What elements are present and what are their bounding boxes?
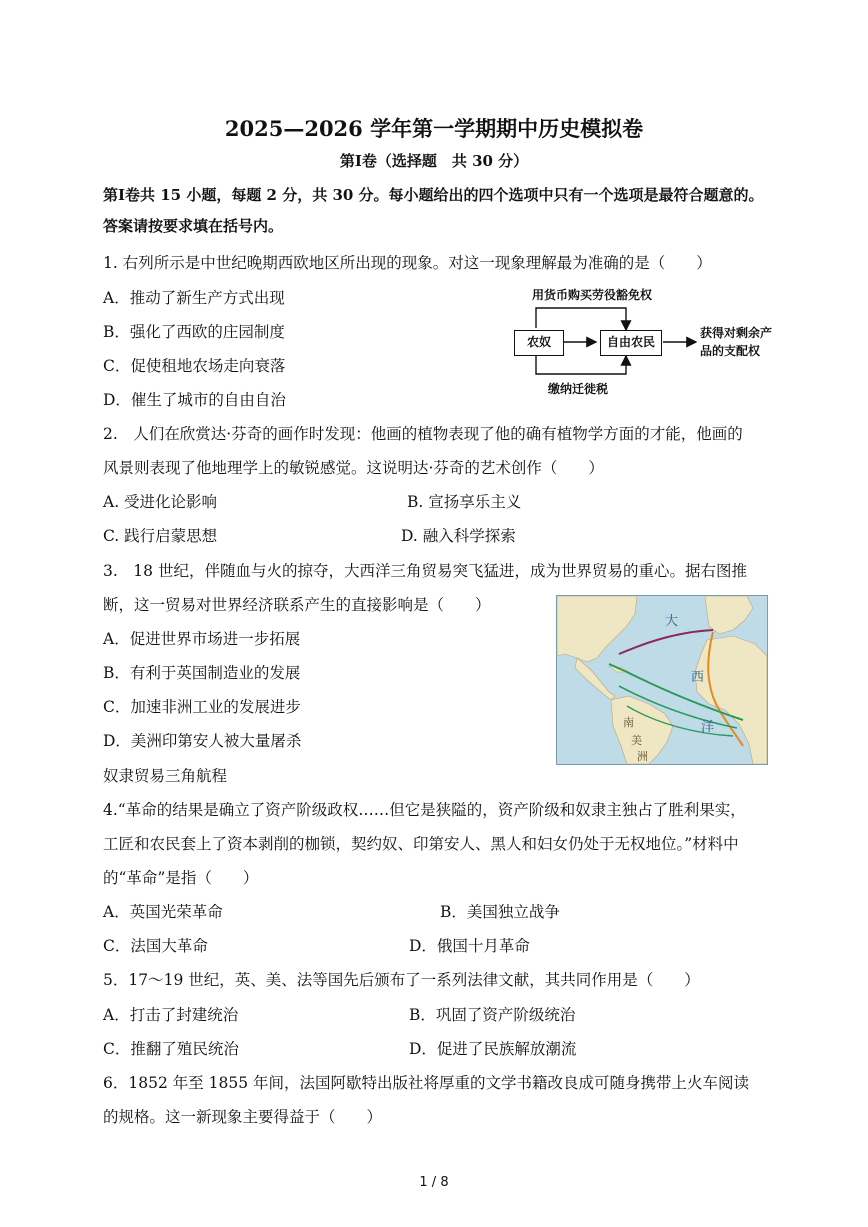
q4-option-c: C．法国大革命 [103, 937, 208, 955]
q3-triangle-trade-map [556, 595, 768, 765]
q1-option-c: C．促使租地农场走向衰落 [103, 357, 286, 375]
section-subtitle: 第Ⅰ卷（选择题 共 30 分） [339, 152, 529, 170]
q1-diagram-top-label: 用货币购买劳役豁免权 [532, 288, 653, 302]
intro-line-2: 答案请按要求填在括号内。 [103, 217, 284, 235]
q1-diagram-bottom-label: 缴纳迁徙税 [548, 382, 609, 396]
q2-option-a: A. 受进化论影响 [103, 493, 218, 511]
intro-line-1: 第Ⅰ卷共 15 小题，每题 2 分，共 30 分。每小题给出的四个选项中只有一个选项是最符合题意的。 [103, 186, 764, 204]
q1-diagram-result-1: 获得对剩余产 [700, 326, 773, 340]
q3-stem-line-2: 断，这一贸易对世界经济联系产生的直接影响是（ ） [103, 596, 491, 614]
q3-stem-line-1: 3. 18 世纪，伴随血与火的掠夺，大西洋三角贸易突飞猛进，成为世界贸易的重心。据右图推 [103, 562, 747, 580]
q3-map-label-4: 南 [623, 716, 634, 729]
q3-map-label-5: 美 [631, 734, 642, 747]
q3-option-a: A．促进世界市场进一步拓展 [103, 630, 301, 648]
q2-stem-line-2: 风景则表现了他地理学上的敏锐感觉。这说明达·芬奇的艺术创作（ ） [103, 459, 604, 477]
q2-option-c: C. 践行启蒙思想 [103, 527, 218, 545]
q4-option-b: B．美国独立战争 [440, 903, 560, 921]
q4-stem-line-3: 的“革命”是指（ ） [103, 869, 259, 887]
q3-map-label-2: 西 [691, 670, 705, 685]
q4-stem-line-2: 工匠和农民套上了资本剥削的枷锁，契约奴、印第安人、黑人和妇女仍处于无权地位。”材料中 [103, 835, 739, 853]
q3-map-label-3: 洋 [701, 720, 715, 735]
q3-caption: 奴隶贸易三角航程 [103, 767, 228, 785]
q1-stem: 1. 右列所示是中世纪晚期西欧地区所出现的现象。对这一现象理解最为准确的是（ ） [103, 254, 712, 272]
q3-map-graphic [557, 596, 767, 764]
q4-option-a: A．英国光荣革命 [103, 903, 223, 921]
q1-diagram [508, 282, 798, 407]
q5-option-d: D．促进了民族解放潮流 [409, 1040, 577, 1058]
q1-diagram-result-2: 品的支配权 [700, 344, 761, 358]
q1-diagram-box-serf: 农奴 [514, 330, 564, 356]
q6-stem-line-2: 的规格。这一新现象主要得益于（ ） [103, 1108, 383, 1126]
q1-option-b: B．强化了西欧的庄园制度 [103, 323, 285, 341]
q5-option-b: B．巩固了资产阶级统治 [409, 1006, 576, 1024]
q4-stem-line-1: 4.“革命的结果是确立了资产阶级政权……但它是狭隘的，资产阶级和奴隶主独占了胜利果实， [103, 801, 746, 819]
q2-option-b: B. 宣扬享乐主义 [407, 493, 522, 511]
q5-option-a: A．打击了封建统治 [103, 1006, 239, 1024]
q5-stem: 5．17～19 世纪，英、美、法等国先后颁布了一系列法律文献，其共同作用是（ ） [103, 971, 700, 989]
q2-option-d: D. 融入科学探索 [401, 527, 516, 545]
q3-option-c: C．加速非洲工业的发展进步 [103, 698, 301, 716]
page-number: 1 / 8 [419, 1175, 449, 1190]
q3-option-b: B．有利于英国制造业的发展 [103, 664, 301, 682]
q1-option-d: D．催生了城市的自由自治 [103, 391, 286, 409]
page-title: 2025—2026 学年第一学期期中历史模拟卷 [224, 116, 644, 141]
q3-option-d: D．美洲印第安人被大量屠杀 [103, 732, 302, 750]
q4-option-d: D．俄国十月革命 [409, 937, 530, 955]
q5-option-c: C．推翻了殖民统治 [103, 1040, 239, 1058]
q2-stem-line-1: 2. 人们在欣赏达·芬奇的画作时发现：他画的植物表现了他的确有植物学方面的才能，他画的 [103, 425, 743, 443]
q1-option-a: A．推动了新生产方式出现 [103, 289, 285, 307]
q1-diagram-box-free-peasant: 自由农民 [600, 330, 662, 356]
q6-stem-line-1: 6．1852 年至 1855 年间，法国阿歇特出版社将厚重的文学书籍改良成可随身携带上火车阅读 [103, 1074, 750, 1092]
q3-map-label-6: 洲 [637, 750, 648, 763]
q3-map-label-1: 大 [665, 614, 679, 629]
